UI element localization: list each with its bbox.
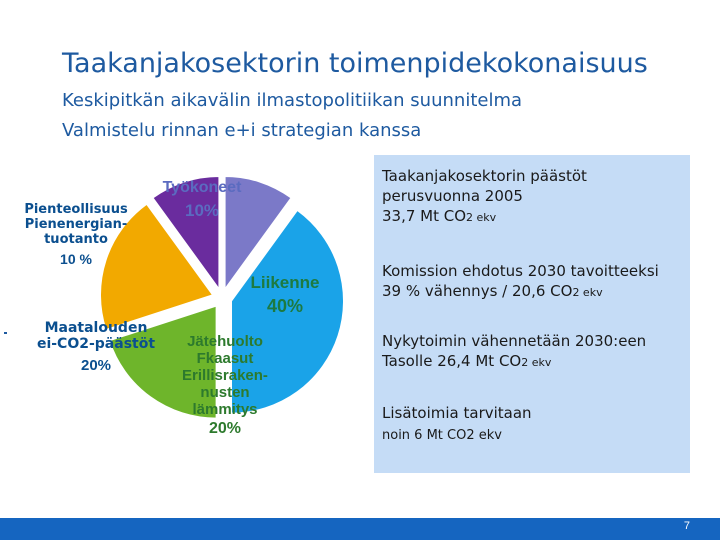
panel-line <box>382 281 659 303</box>
panel-block-4 <box>382 403 532 446</box>
panel-block-3 <box>382 331 646 373</box>
panel-line: Komission ehdotus 2030 tavoitteeksi <box>382 262 659 280</box>
panel-line-unit: 2 ekv <box>466 211 497 224</box>
panel-line <box>382 206 587 228</box>
slice-label-text: Fkaasut <box>196 350 254 367</box>
panel-line-text: Tasolle 26,4 Mt CO <box>382 352 522 370</box>
footer-bar <box>0 518 720 540</box>
pie-chart <box>0 150 370 490</box>
slice-percent: 20% <box>208 420 242 437</box>
panel-line: Lisätoimia tarvitaan <box>382 404 532 422</box>
panel-line-unit: 2 ekv <box>521 356 552 369</box>
slide-title: Taakanjakosektorin toimenpidekokonaisuus <box>62 48 648 79</box>
slice-label-text: Työkoneet <box>162 179 242 196</box>
page-number: 7 <box>683 520 690 532</box>
panel-line: Taakanjakosektorin päästöt <box>382 167 587 185</box>
slide-marker <box>4 332 7 334</box>
slice-label-text: Maatalouden <box>44 320 148 336</box>
slice-label-text: nusten <box>200 384 250 401</box>
slice-percent: 40% <box>266 296 304 316</box>
slice-label-text: Erillisraken- <box>182 367 268 384</box>
panel-line: noin 6 Mt CO2 ekv <box>382 428 502 443</box>
slice-label-text: tuotanto <box>44 232 108 247</box>
slice-label-text: lämmitys <box>192 401 258 418</box>
slide-subtitle-1: Keskipitkän aikavälin ilmastopolitiikan suunnitelma <box>62 90 523 111</box>
panel-block-1 <box>382 166 587 228</box>
panel-line: Nykytoimin vähennetään 2030:een <box>382 332 647 350</box>
panel-line-unit: 2 ekv <box>572 286 603 299</box>
slice-label-text: Pienteollisuus <box>24 202 128 217</box>
panel-line: perusvuonna 2005 <box>382 187 523 205</box>
slice-percent: 20% <box>80 357 112 374</box>
slice-label-text: Pienenergian- <box>24 217 128 232</box>
panel-line-text: 33,7 Mt CO <box>382 207 467 225</box>
slice-label-text: Liikenne <box>250 273 320 292</box>
panel-block-2 <box>382 261 659 303</box>
slice-percent: 10 % <box>60 251 92 267</box>
panel-line-text: 39 % vähennys / 20,6 CO <box>382 282 573 300</box>
slice-label-text: ei-CO2-päästöt <box>36 336 156 352</box>
slice-percent: 10% <box>184 201 220 220</box>
slide-subtitle-2: Valmistelu rinnan e+i strategian kanssa <box>62 120 422 141</box>
slice-label-text: Jätehuolto <box>187 333 263 350</box>
panel-line <box>382 351 646 373</box>
